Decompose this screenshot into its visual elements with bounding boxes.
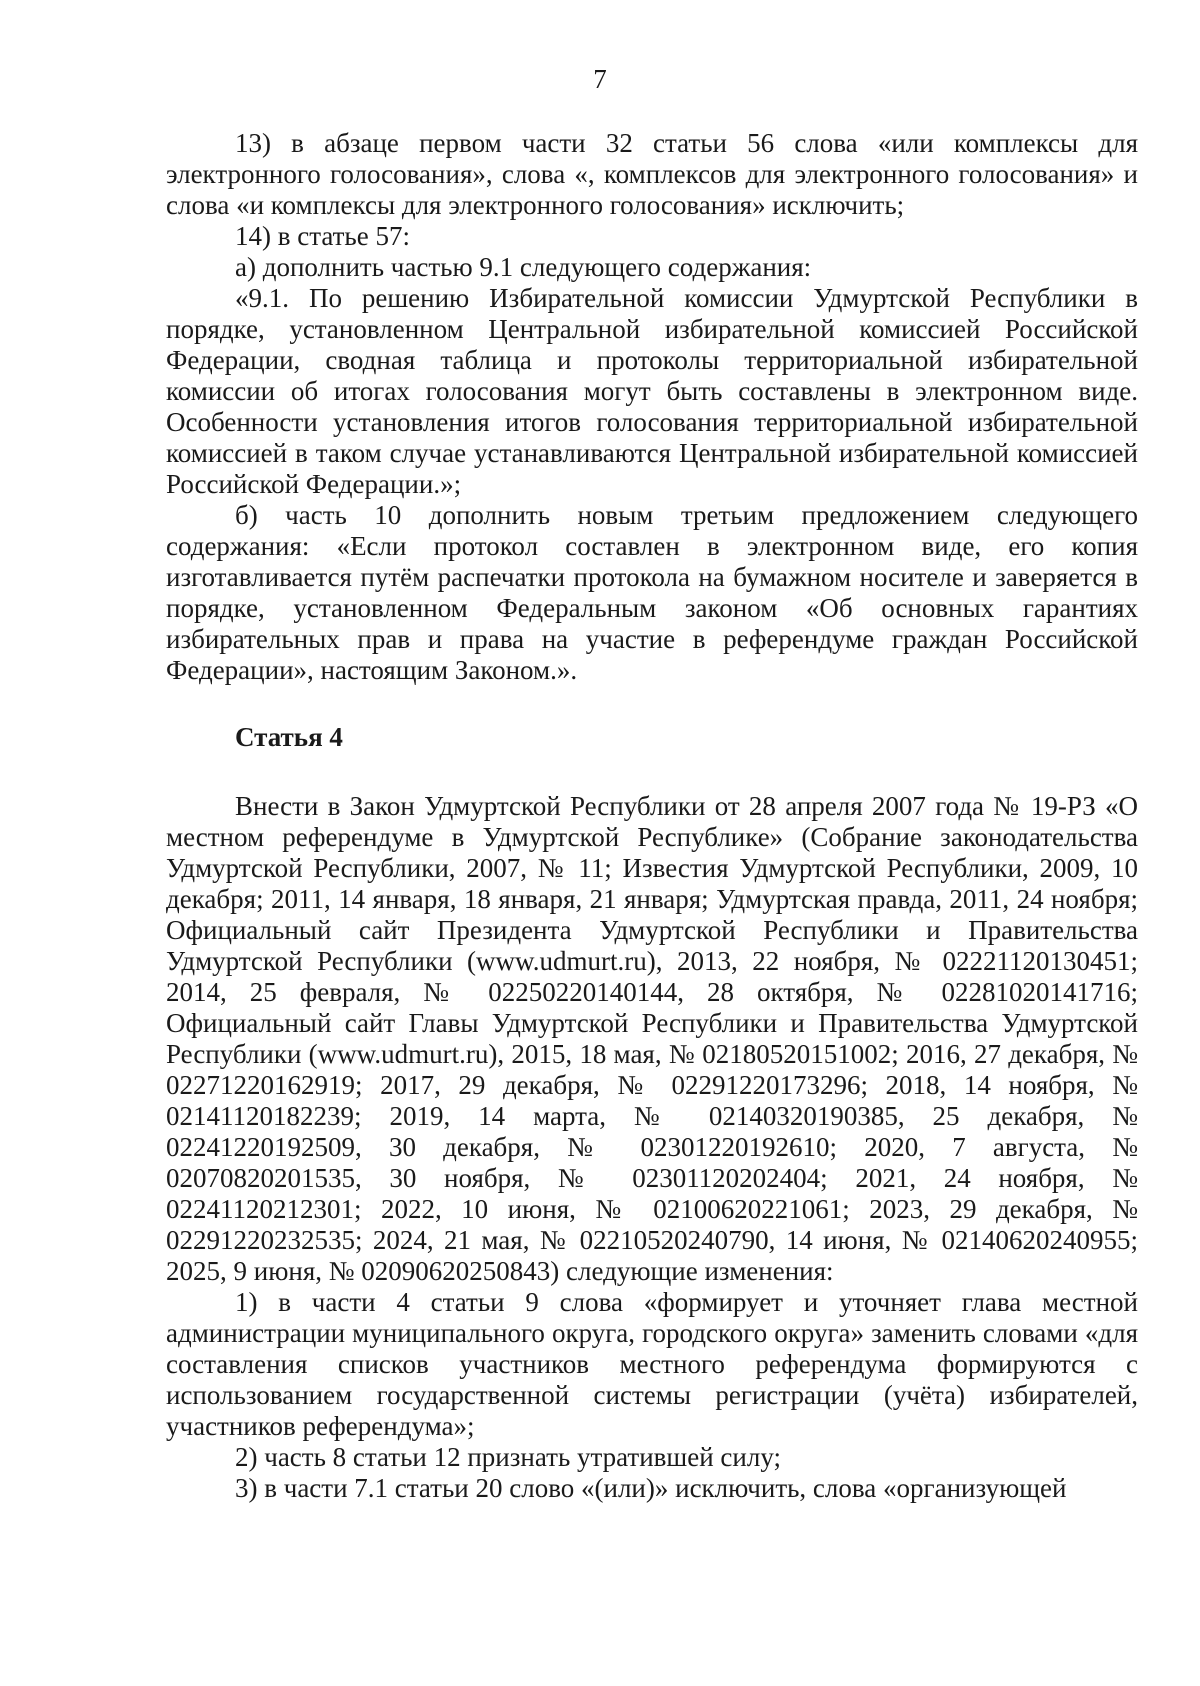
paragraph-article-intro: Внести в Закон Удмуртской Республики от 28 апреля 2007 года № 19-РЗ «О местном референдуме в Удмуртской Республике» (Собрание законодательства Удмуртской Республики, 2007, № 11; Известия Удмуртской Республики, 2009, 10 декабря; 2011, 14 января, 18 января, 21 января; Удмуртская правда, 2011, 24 ноября; Официальный сайт Президента Удмуртской Республики и Правительства Удмуртской Республики (www.udmurt.ru), 2013, 22 ноября, № 02221120130451; 2014, 25 февраля, № 02250220140144, 28 октября, № 02281020141716; Официальный сайт Главы Удмуртской Республики и Правительства Удмуртской Республики (www.udmurt.ru), 2015, 18 мая, № 02180520151002; 2016, 27 декабря, № 02271220162919; 2017, 29 декабря, № 02291220173296; 2018, 14 ноября, № 02141120182239; 2019, 14 марта, № 02140320190385, 25 декабря, № 02241220192509, 30 декабря, № 02301220192610; 2020, 7 августа, № 02070820201535, 30 ноября, № 02301120202404; 2021, 24 ноября, № 02241120212301; 2022, 10 июня, № 02100620221061; 2023, 29 декабря, № 02291220232535; 2024, 21 мая, № 02210520240790, 14 июня, № 02140620240955; 2025, 9 июня, № 02090620250843) следующие изменения: bbox=[166, 791, 1138, 1286]
paragraph-item-14: 14) в статье 57: bbox=[235, 221, 410, 251]
paragraph-quote-9-1: «9.1. По решению Избирательной комиссии Удмуртской Республики в порядке, установленном Центральной избирательной комиссией Российской Федерации, сводная таблица и протоколы территориальной избирательной комиссии об итогах голосования могут быть составлены в электронном виде. Особенности установления итогов голосования территориальной избирательной комиссией в таком случае устанавливаются Центральной избирательной комиссией Российской Федерации.»; bbox=[166, 283, 1138, 499]
paragraph-subitem-a: а) дополнить частью 9.1 следующего содержания: bbox=[235, 252, 812, 282]
paragraph-change-3: 3) в части 7.1 статьи 20 слово «(или)» исключить, слова «организующей bbox=[235, 1473, 1067, 1503]
article-heading: Статья 4 bbox=[235, 722, 343, 752]
paragraph-change-1: 1) в части 4 статьи 9 слова «формирует и уточняет глава местной администрации муниципального округа, городского округа» заменить словами «для составления списков участников местного референдума формируются с использованием государственной системы регистрации (учёта) избирателей, участников референдума»; bbox=[166, 1287, 1138, 1441]
page-number: 7 bbox=[593, 64, 607, 94]
paragraph-item-13: 13) в абзаце первом части 32 статьи 56 слова «или комплексы для электронного голосования», слова «, комплексов для электронного голосования» и слова «и комплексы для электронного голосования» исключить; bbox=[166, 128, 1138, 220]
paragraph-subitem-b: б) часть 10 дополнить новым третьим предложением следующего содержания: «Если протокол составлен в электронном виде, его копия изготавливается путём распечатки протокола на бумажном носителе и заверяется в порядке, установленном Федеральным законом «Об основных гарантиях избирательных прав и права на участие в референдуме граждан Российской Федерации», настоящим Законом.». bbox=[166, 500, 1138, 685]
document-body bbox=[166, 128, 1138, 1504]
paragraph-change-2: 2) часть 8 статьи 12 признать утратившей силу; bbox=[235, 1442, 781, 1472]
